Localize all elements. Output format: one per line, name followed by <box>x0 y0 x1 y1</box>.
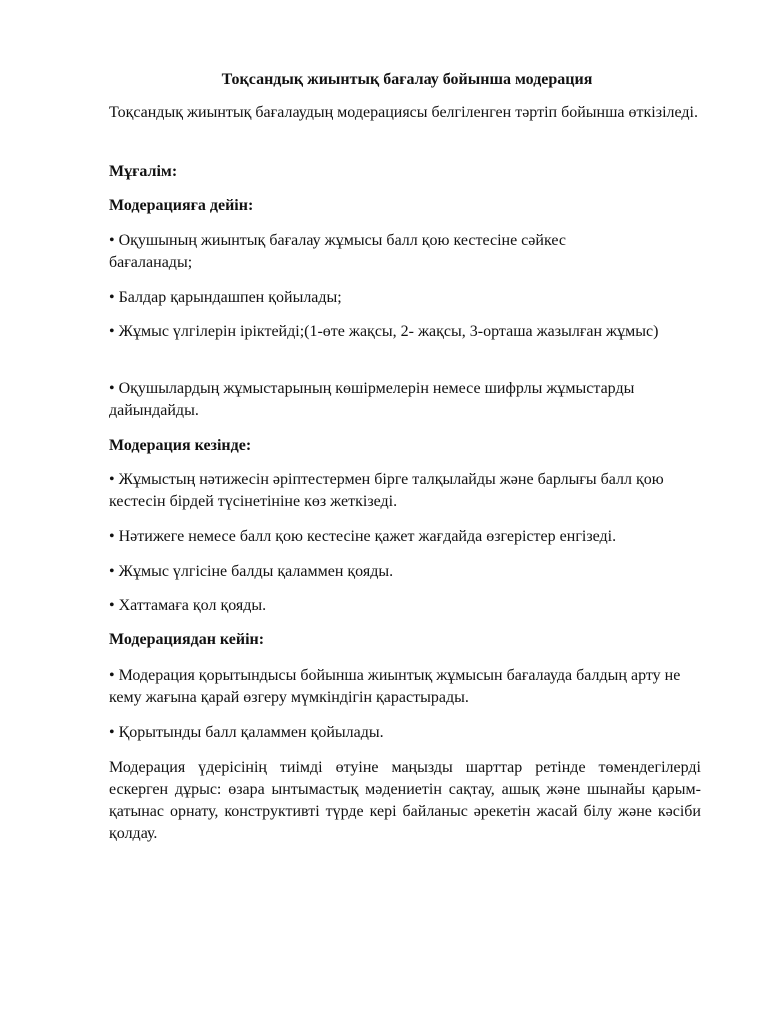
during-item-4: • Хаттамаға қол қояды. <box>109 597 267 614</box>
after-moderation-heading: Модерациядан кейін: <box>109 631 265 648</box>
before-item-3: • Жұмыс үлгілерін іріктейді;(1-өте жақсы, 2- жақсы, 3-орташа жазылған жұмыс) <box>109 323 659 340</box>
during-moderation-heading: Модерация кезінде: <box>109 437 252 454</box>
document-title: Тоқсандық жиынтық бағалау бойынша модерация <box>221 71 593 88</box>
during-item-3: • Жұмыс үлгісіне балды қаламмен қояды. <box>109 563 394 580</box>
conclusion-paragraph: Модерация үдерісінің тиімді өтуіне маңызды шарттар ретінде төмендегілерді ескерген дұрыс: өзара ынтымастық мәдениетін сақтау, ашық және шынайы қарым-қатынас орнату, конструктивті түрде кері байланыс әрекетін жасай білу және кәсіби қолдау. <box>109 759 701 842</box>
during-item-1: • Жұмыстың нәтижесін әріптестермен бірге талқылайды және барлығы балл қою кестесін бірдей түсінетініне көз жеткізеді. <box>109 471 664 510</box>
after-item-2: • Қорытынды балл қаламмен қойылады. <box>109 724 384 741</box>
during-item-2: • Нәтижеге немесе балл қою кестесіне қажет жағдайда өзгерістер енгізеді. <box>109 528 617 545</box>
before-moderation-heading: Модерацияға дейін: <box>109 197 254 214</box>
after-item-1: • Модерация қорытындысы бойынша жиынтық жұмысын бағалауда балдың арту не кему жағына қарай өзгеру мүмкіндігін қарастырады. <box>109 667 681 706</box>
teacher-heading: Мұғалім: <box>109 163 178 180</box>
before-item-1: • Оқушының жиынтық бағалау жұмысы балл қою кестесіне сәйкес бағаланады; <box>109 232 566 271</box>
before-item-4: • Оқушылардың жұмыстарының көшірмелерін немесе шифрлы жұмыстарды дайындайды. <box>109 380 635 419</box>
intro-paragraph: Тоқсандық жиынтық бағалаудың модерациясы белгіленген тәртіп бойынша өткізіледі. <box>109 104 698 121</box>
before-item-2: • Балдар қарындашпен қойылады; <box>109 289 342 306</box>
